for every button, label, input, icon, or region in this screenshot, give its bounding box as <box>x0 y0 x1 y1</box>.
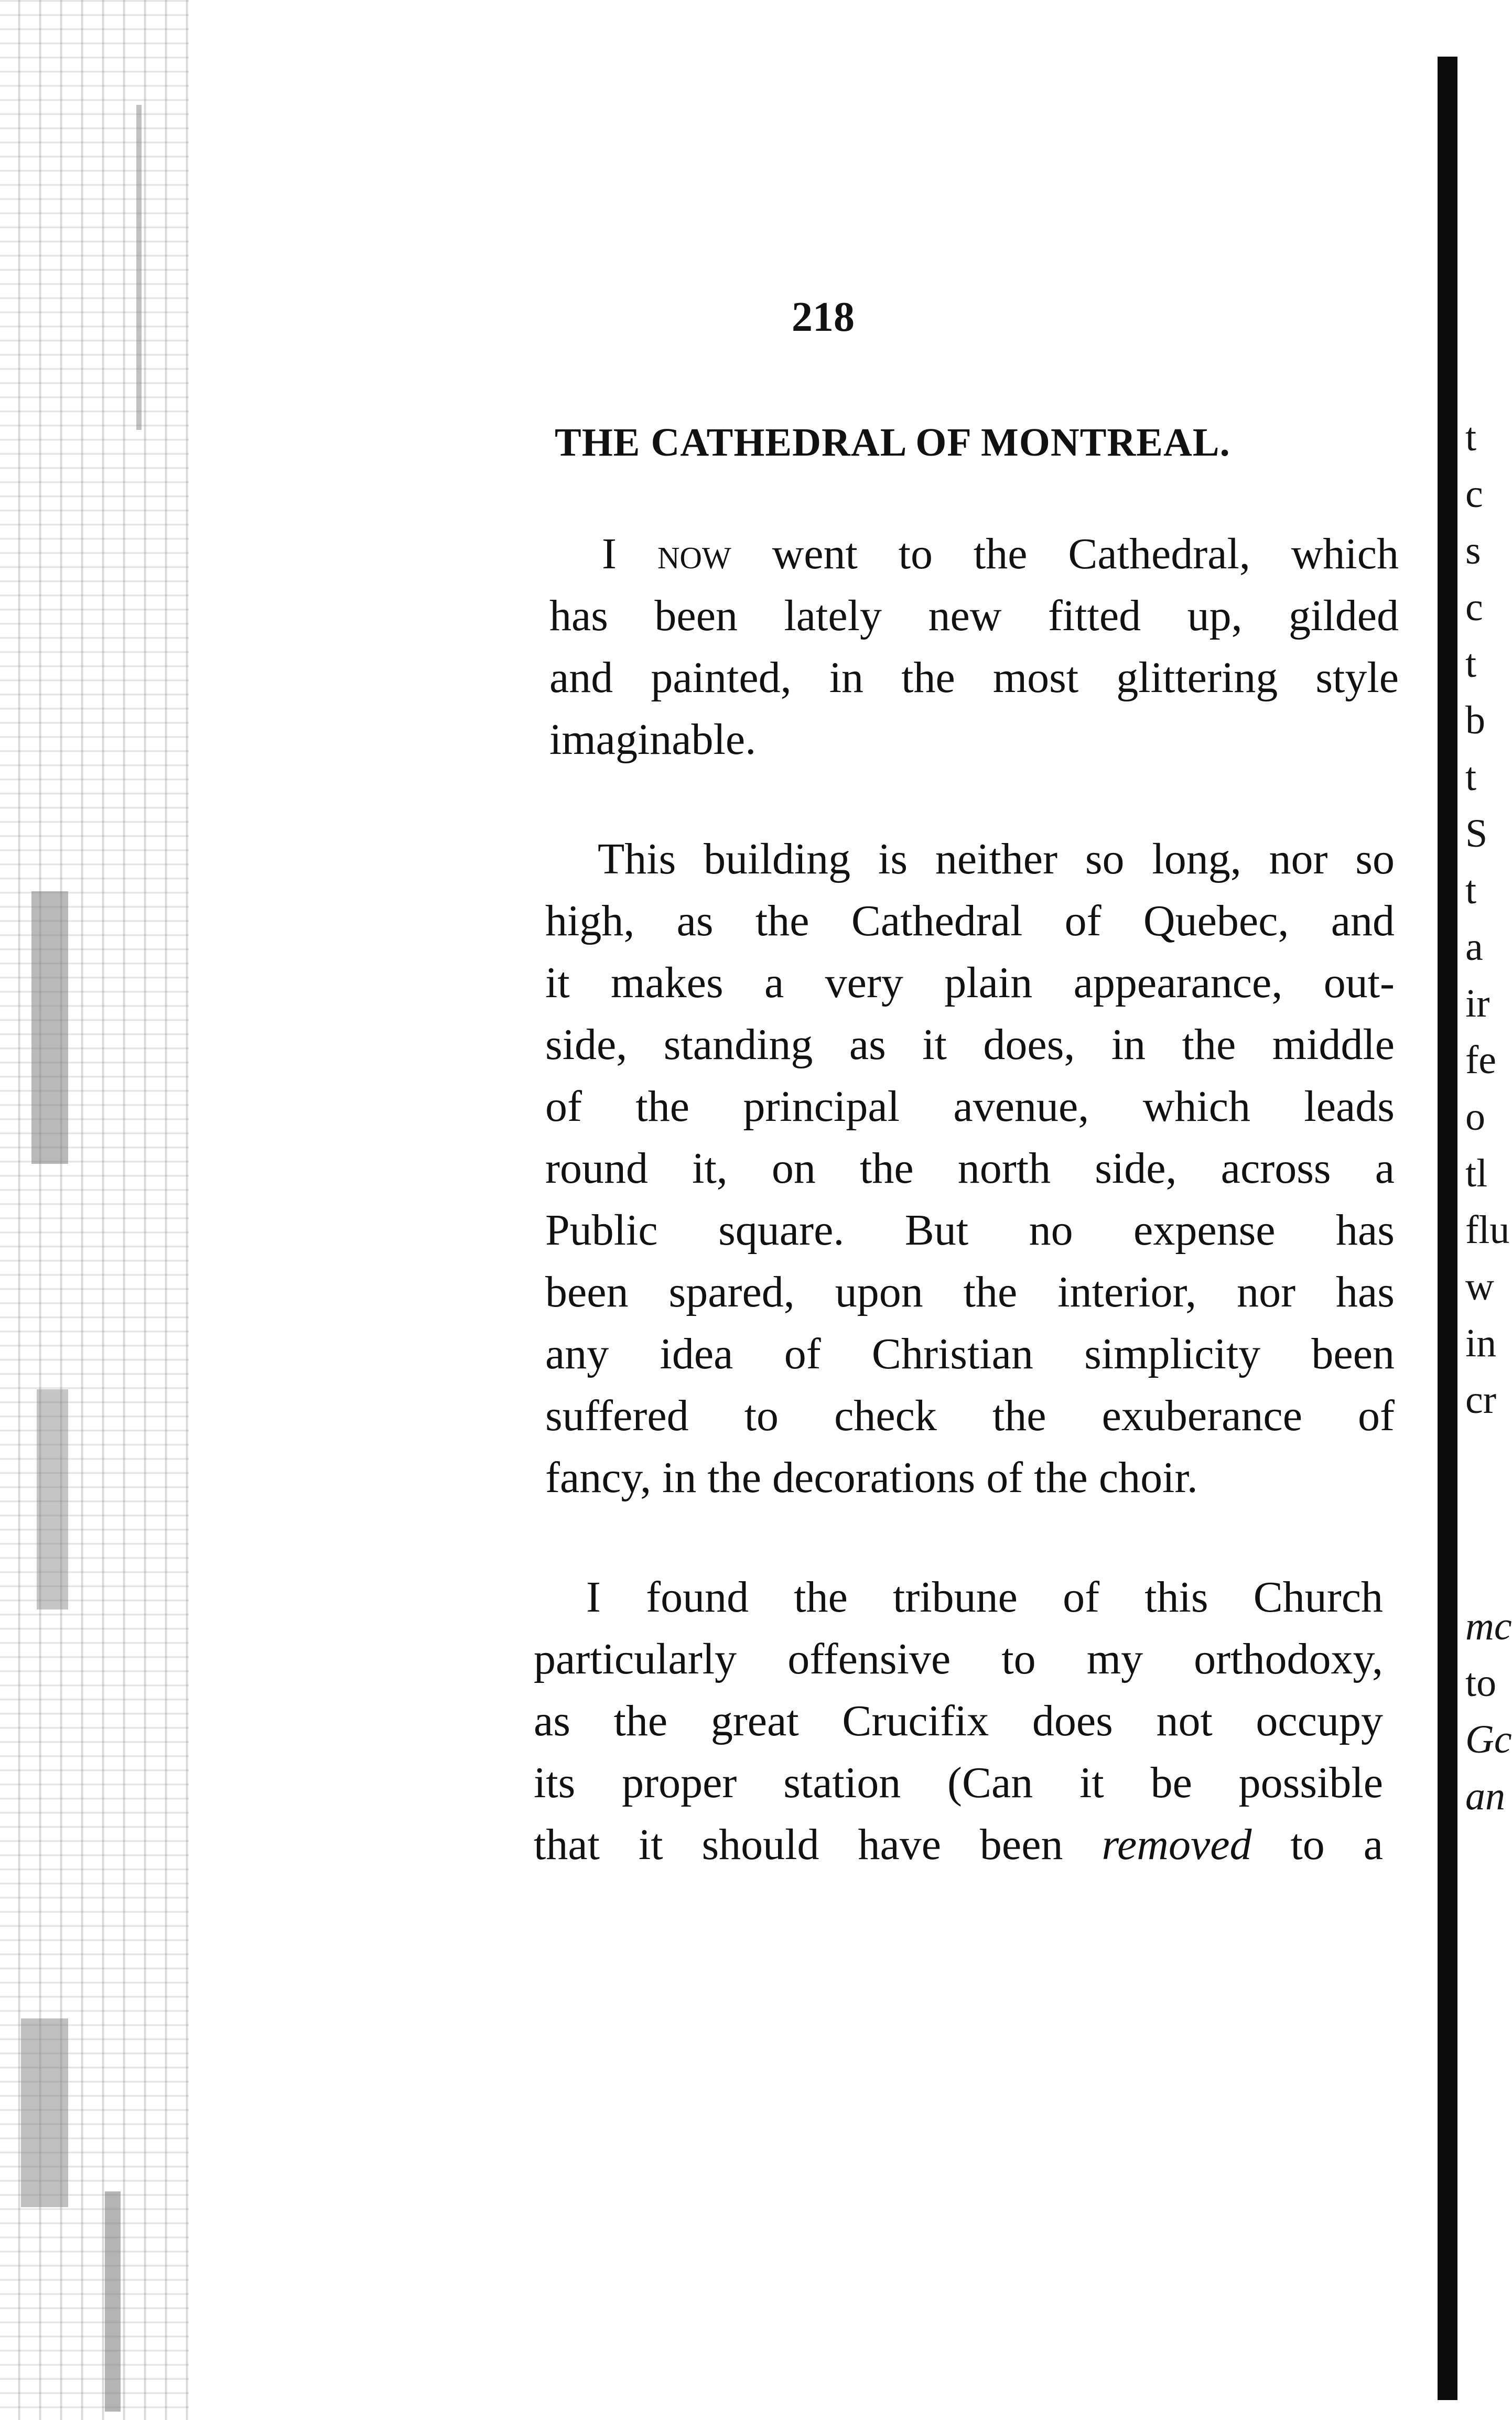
text-fragment: went to the Cathedral, which <box>731 530 1399 578</box>
scanned-page-edge <box>0 0 189 2420</box>
text-line: has been lately new fitted up, gilded <box>549 591 1399 640</box>
facing-fragment-line: Gc <box>1465 1717 1512 1762</box>
facing-fragment-line: t <box>1465 868 1477 912</box>
facing-fragment-gap <box>1465 1428 1500 1598</box>
small-caps-word: now <box>657 530 731 578</box>
text-line: This building is neither so long, nor so <box>598 835 1395 883</box>
text-line: high, as the Cathedral of Quebec, and <box>545 896 1395 945</box>
facing-fragment-line: c <box>1465 585 1483 629</box>
facing-fragment-line: s <box>1465 528 1481 572</box>
text-line: Public square. But no expense has <box>545 1206 1395 1255</box>
text-line: particularly offensive to my orthodoxy, <box>534 1635 1383 1683</box>
paragraph-1 <box>549 523 1399 771</box>
text-line: as the great Crucifix does not occupy <box>534 1697 1383 1745</box>
page-number: 218 <box>792 294 855 340</box>
facing-fragment-line: flu <box>1465 1208 1510 1252</box>
facing-fragment-line: an <box>1465 1774 1505 1818</box>
text-fragment: to a <box>1251 1820 1384 1869</box>
facing-fragment-line: ir <box>1465 981 1490 1025</box>
facing-fragment-line: w <box>1465 1265 1494 1309</box>
text-line <box>534 1814 1383 1876</box>
facing-fragment-line: c <box>1465 472 1483 516</box>
facing-fragment-line: fe <box>1465 1038 1497 1082</box>
facing-fragment-line: cr <box>1465 1378 1497 1422</box>
paragraph-2 <box>545 828 1395 1509</box>
chapter-heading: THE CATHEDRAL OF MONTREAL. <box>555 420 1230 464</box>
book-spine-shadow <box>1438 57 1457 2400</box>
facing-fragment-line: o <box>1465 1095 1485 1139</box>
text-line: of the principal avenue, which leads <box>545 1082 1395 1131</box>
facing-page-fragment <box>1465 409 1512 1824</box>
text-line: suffered to check the exuberance of <box>545 1391 1395 1440</box>
text-line: and painted, in the most glittering style <box>549 653 1399 702</box>
italic-word: removed <box>1101 1820 1252 1869</box>
facing-fragment-line: b <box>1465 698 1485 742</box>
paragraph-3 <box>534 1566 1383 1876</box>
text-line <box>549 523 1399 585</box>
text-line: been spared, upon the interior, nor has <box>545 1268 1395 1316</box>
text-fragment: I <box>602 530 657 578</box>
text-line: fancy, in the decorations of the choir. <box>545 1453 1198 1502</box>
facing-fragment-line: a <box>1465 925 1483 969</box>
facing-fragment-line: S <box>1465 812 1488 856</box>
text-line: I found the tribune of this Church <box>586 1573 1383 1622</box>
facing-fragment-line: in <box>1465 1321 1497 1365</box>
facing-fragment-line: t <box>1465 755 1477 799</box>
text-fragment: that it should have been <box>534 1820 1102 1869</box>
book-page <box>530 294 1416 1876</box>
text-line: any idea of Christian simplicity been <box>545 1330 1395 1378</box>
facing-fragment-line: mc <box>1465 1604 1512 1648</box>
text-line: round it, on the north side, across a <box>545 1144 1395 1193</box>
text-line: it makes a very plain appearance, out- <box>545 958 1395 1007</box>
facing-fragment-line: t <box>1465 415 1477 459</box>
facing-fragment-line: tl <box>1465 1151 1488 1195</box>
text-line: side, standing as it does, in the middle <box>545 1020 1395 1069</box>
text-line: imaginable. <box>549 715 757 764</box>
facing-fragment-line: t <box>1465 642 1477 686</box>
facing-fragment-line: to <box>1465 1661 1497 1705</box>
text-line: its proper station (Can it be possible <box>534 1758 1383 1807</box>
